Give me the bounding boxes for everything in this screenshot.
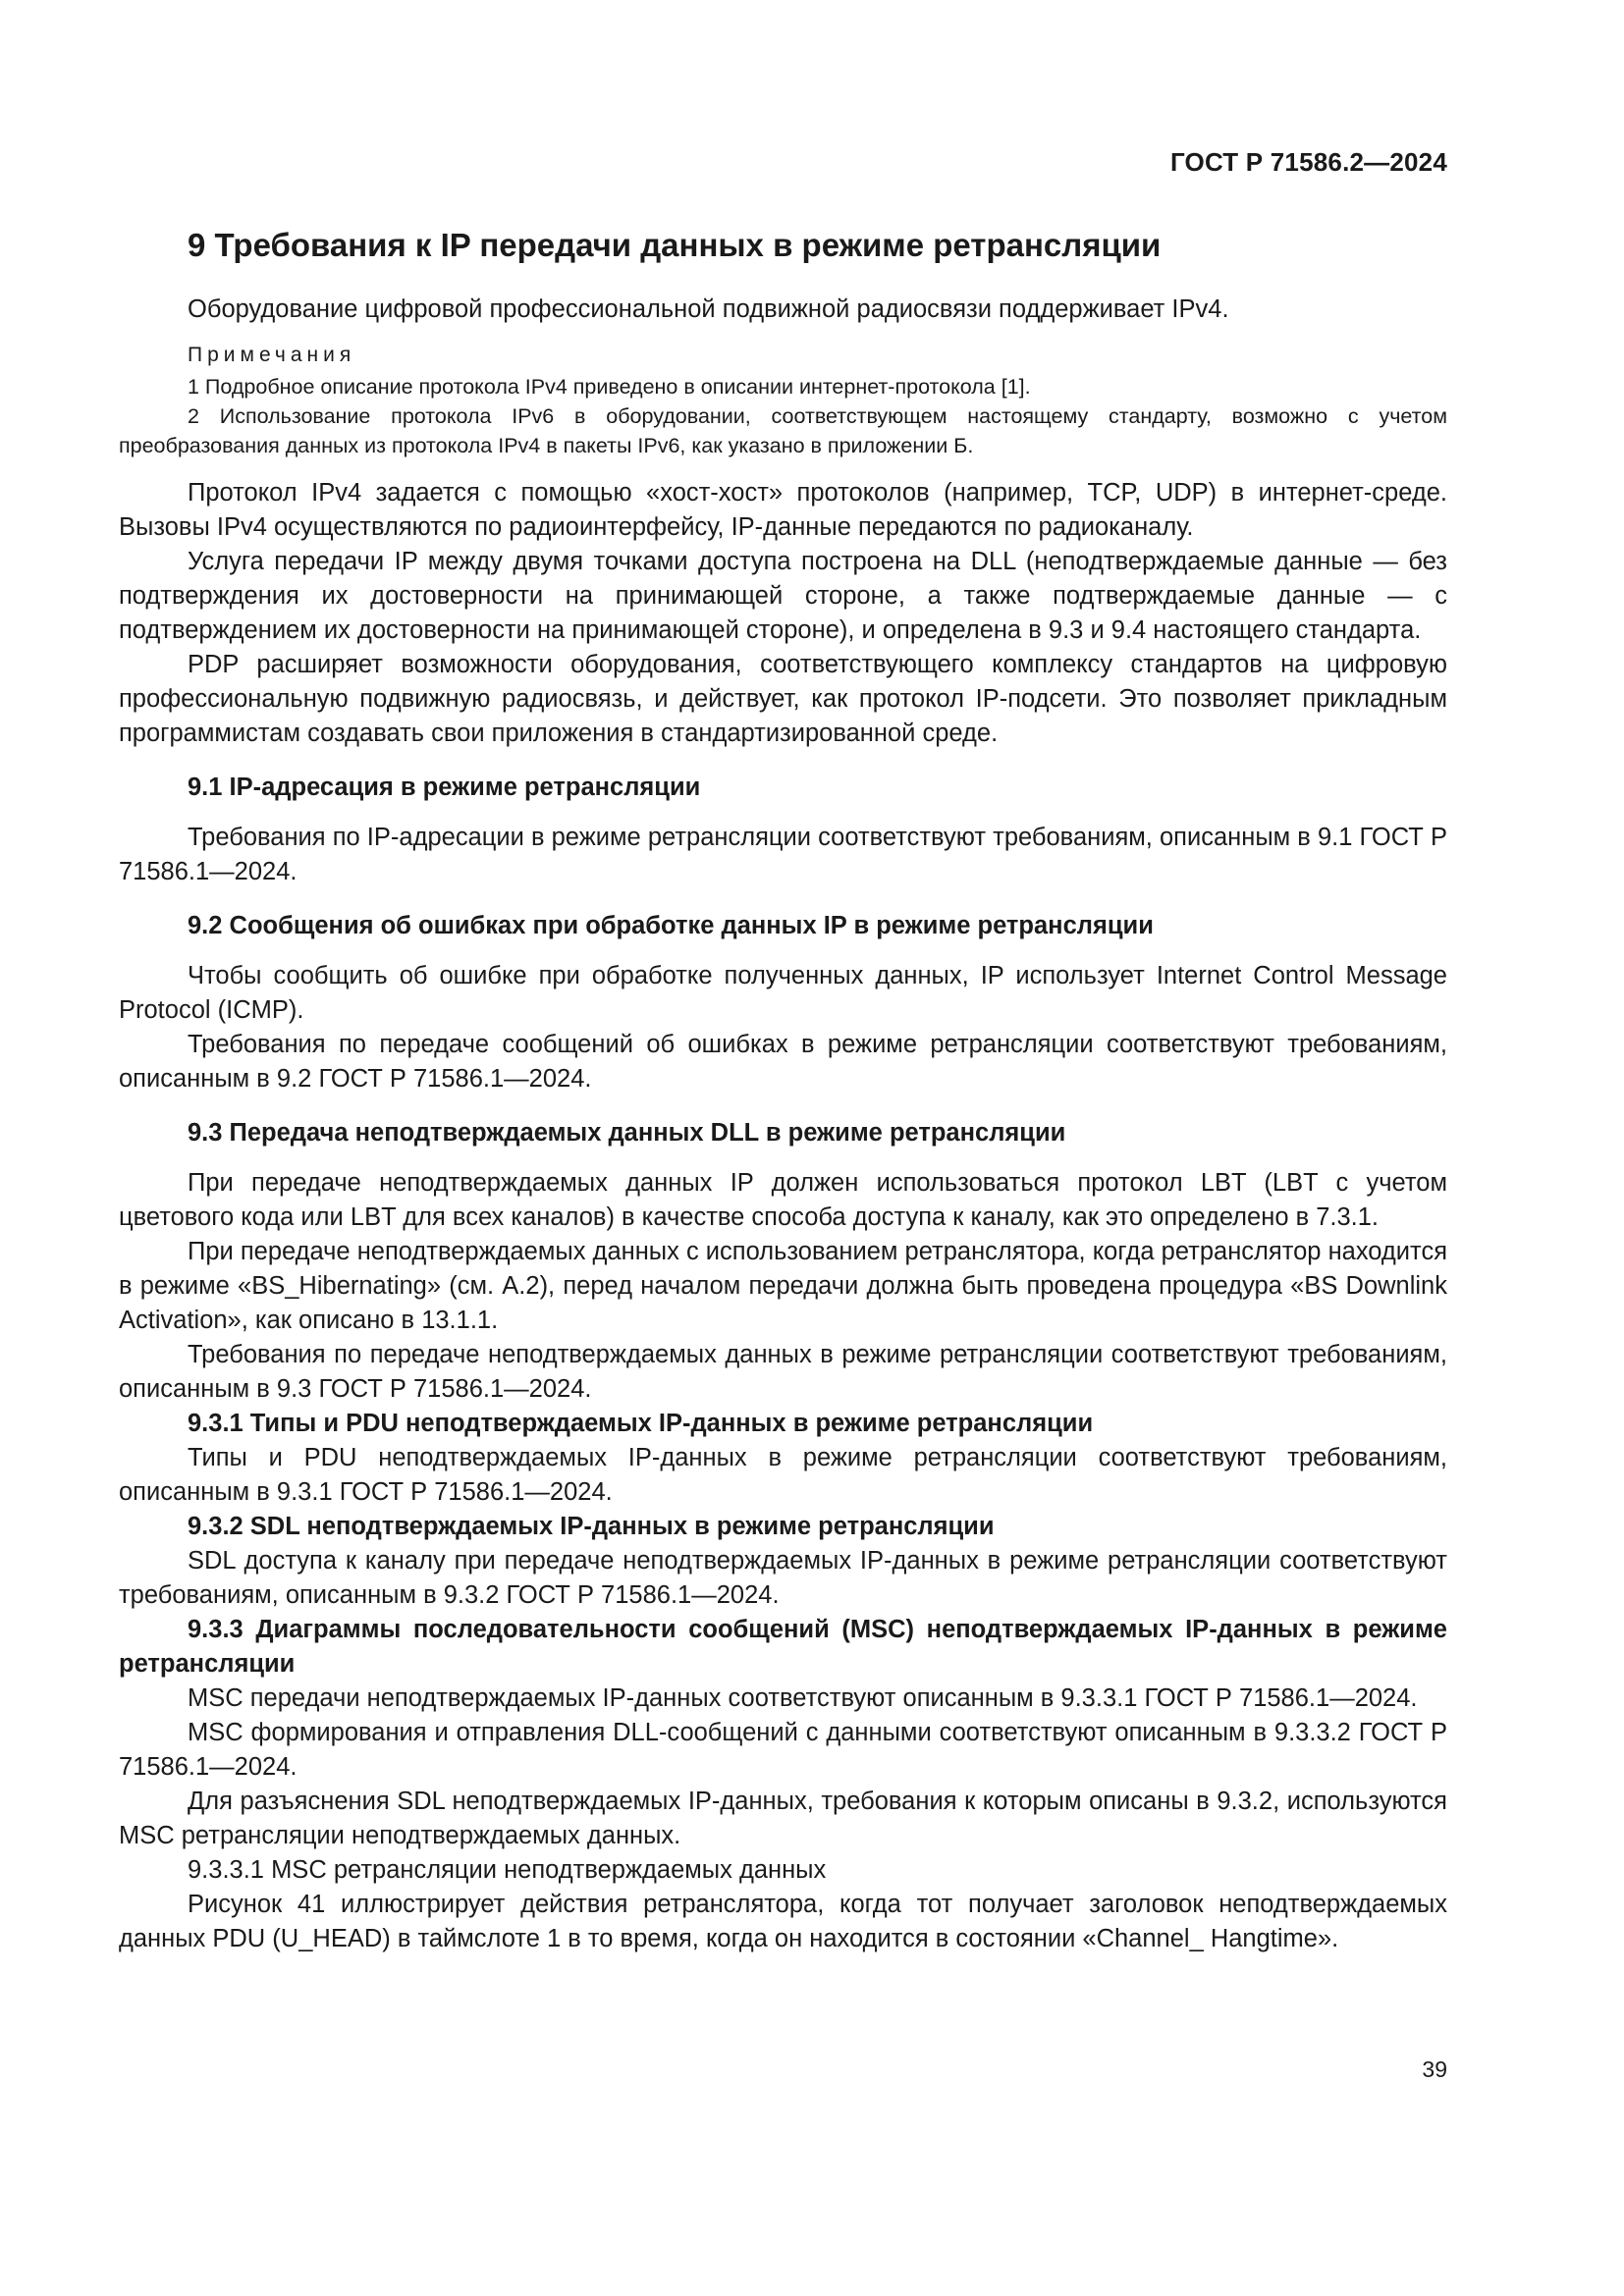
section-9-1-paragraph: Требования по IP-адресации в режиме ретрансляции соответствуют требованиям, описанным в 9.1 ГОСТ Р 71586.1—2024. (119, 824, 1447, 885)
section-9-3-2-title: 9.3.2 SDL неподтверждаемых IP-данных в режиме ретрансляции (188, 1513, 995, 1540)
section-9-paragraph: PDP расширяет возможности оборудования, соответствующего комплексу стандартов на цифровую профессиональную подвижную радиосвязь, и действует, как протокол IP-подсети. Это позволяет прикладным программистам создавать свои приложения в стандартизированной среде. (119, 651, 1447, 747)
section-9-3-paragraph: При передаче неподтверждаемых данных IP должен использоваться протокол LBT (LBT с учетом цветового кода или LBT для всех каналов) в качестве способа доступа к каналу, как это определено в 7.3.1. (119, 1169, 1447, 1231)
section-9-3-1-title: 9.3.1 Типы и PDU неподтверждаемых IP-данных в режиме ретрансляции (188, 1410, 1094, 1437)
section-9-2-paragraph: Требования по передаче сообщений об ошибках в режиме ретрансляции соответствуют требованиям, описанным в 9.2 ГОСТ Р 71586.1—2024. (119, 1031, 1447, 1093)
document-code: ГОСТ Р 71586.2—2024 (1169, 147, 1447, 177)
section-9-title: 9 Требования к IP передачи данных в режиме ретрансляции (188, 227, 1162, 263)
section-9-2-title: 9.2 Сообщения об ошибках при обработке данных IP в режиме ретрансляции (188, 912, 1154, 939)
section-9-3-3-paragraph: Для разъяснения SDL неподтверждаемых IP-данных, требования к которым описаны в 9.3.2, используются MSC ретрансляции неподтверждаемых данных. (119, 1788, 1447, 1849)
notes-label: Примечания (188, 344, 356, 366)
section-9-1-title: 9.1 IP-адресация в режиме ретрансляции (188, 774, 701, 801)
section-9-paragraph: Протокол IPv4 задается с помощью «хост-хост» протоколов (например, TCP, UDP) в интернет-среде. Вызовы IPv4 осуществляются по радиоинтерфейсу, IP-данные передаются по радиоканалу. (119, 479, 1447, 541)
section-9-3-title: 9.3 Передача неподтверждаемых данных DLL в режиме ретрансляции (188, 1119, 1066, 1147)
section-9-3-1-paragraph: Типы и PDU неподтверждаемых IP-данных в режиме ретрансляции соответствуют требованиям, описанным в 9.3.1 ГОСТ Р 71586.1—2024. (119, 1444, 1447, 1506)
section-9-3-paragraph: При передаче неподтверждаемых данных с использованием ретранслятора, когда ретранслятор находится в режиме «BS_Hibernating» (см. А.2), перед началом передачи должна быть проведена процедура «BS Downlink Activation», как описано в 13.1.1. (119, 1238, 1447, 1334)
page-number: 39 (1422, 2056, 1447, 2082)
section-9-3-3-1-heading: 9.3.3.1 MSC ретрансляции неподтверждаемых данных (188, 1856, 827, 1884)
section-9-3-paragraph: Требования по передаче неподтверждаемых данных в режиме ретрансляции соответствуют требованиям, описанным в 9.3 ГОСТ Р 71586.1—2024. (119, 1341, 1447, 1403)
section-9-3-2-paragraph: SDL доступа к каналу при передаче неподтверждаемых IP-данных в режиме ретрансляции соответствуют требованиям, описанным в 9.3.2 ГОСТ Р 71586.1—2024. (119, 1547, 1447, 1609)
section-9-intro: Оборудование цифровой профессиональной подвижной радиосвязи поддерживает IPv4. (188, 295, 1229, 323)
note-2: 2 Использование протокола IPv6 в оборудовании, соответствующем настоящему стандарту, возможно с учетом преобразования данных из протокола IPv4 в пакеты IPv6, как указано в приложении Б. (119, 404, 1447, 457)
section-9-2-paragraph: Чтобы сообщить об ошибке при обработке полученных данных, IP использует Internet Control Message Protocol (ICMP). (119, 962, 1447, 1024)
section-9-3-3-title: 9.3.3 Диаграммы последовательности сообщений (MSC) неподтверждаемых IP-данных в режиме ретрансляции (119, 1616, 1447, 1678)
page-content (119, 224, 1447, 1956)
section-9-3-3-1-paragraph: Рисунок 41 иллюстрирует действия ретранслятора, когда тот получает заголовок неподтверждаемых данных PDU (U_HEAD) в таймслоте 1 в то время, когда он находится в состоянии «Channel_ Hangtime». (119, 1891, 1447, 1952)
section-9-3-3-paragraph: MSC формирования и отправления DLL-сообщений с данными соответствуют описанным в 9.3.3.2 ГОСТ Р 71586.1—2024. (119, 1719, 1447, 1781)
section-9-paragraph: Услуга передачи IP между двумя точками доступа построена на DLL (неподтверждаемые данные — без подтверждения их достоверности на принимающей стороне, а также подтверждаемые данные — с подтверждением их достоверности на принимающей стороне), и определена в 9.3 и 9.4 настоящего стандарта. (119, 548, 1447, 644)
note-1: 1 Подробное описание протокола IPv4 приведено в описании интернет-протокола [1]. (188, 375, 1031, 399)
section-9-3-3-paragraph: MSC передачи неподтверждаемых IP-данных соответствуют описанным в 9.3.3.1 ГОСТ Р 71586.1—2024. (188, 1684, 1418, 1712)
